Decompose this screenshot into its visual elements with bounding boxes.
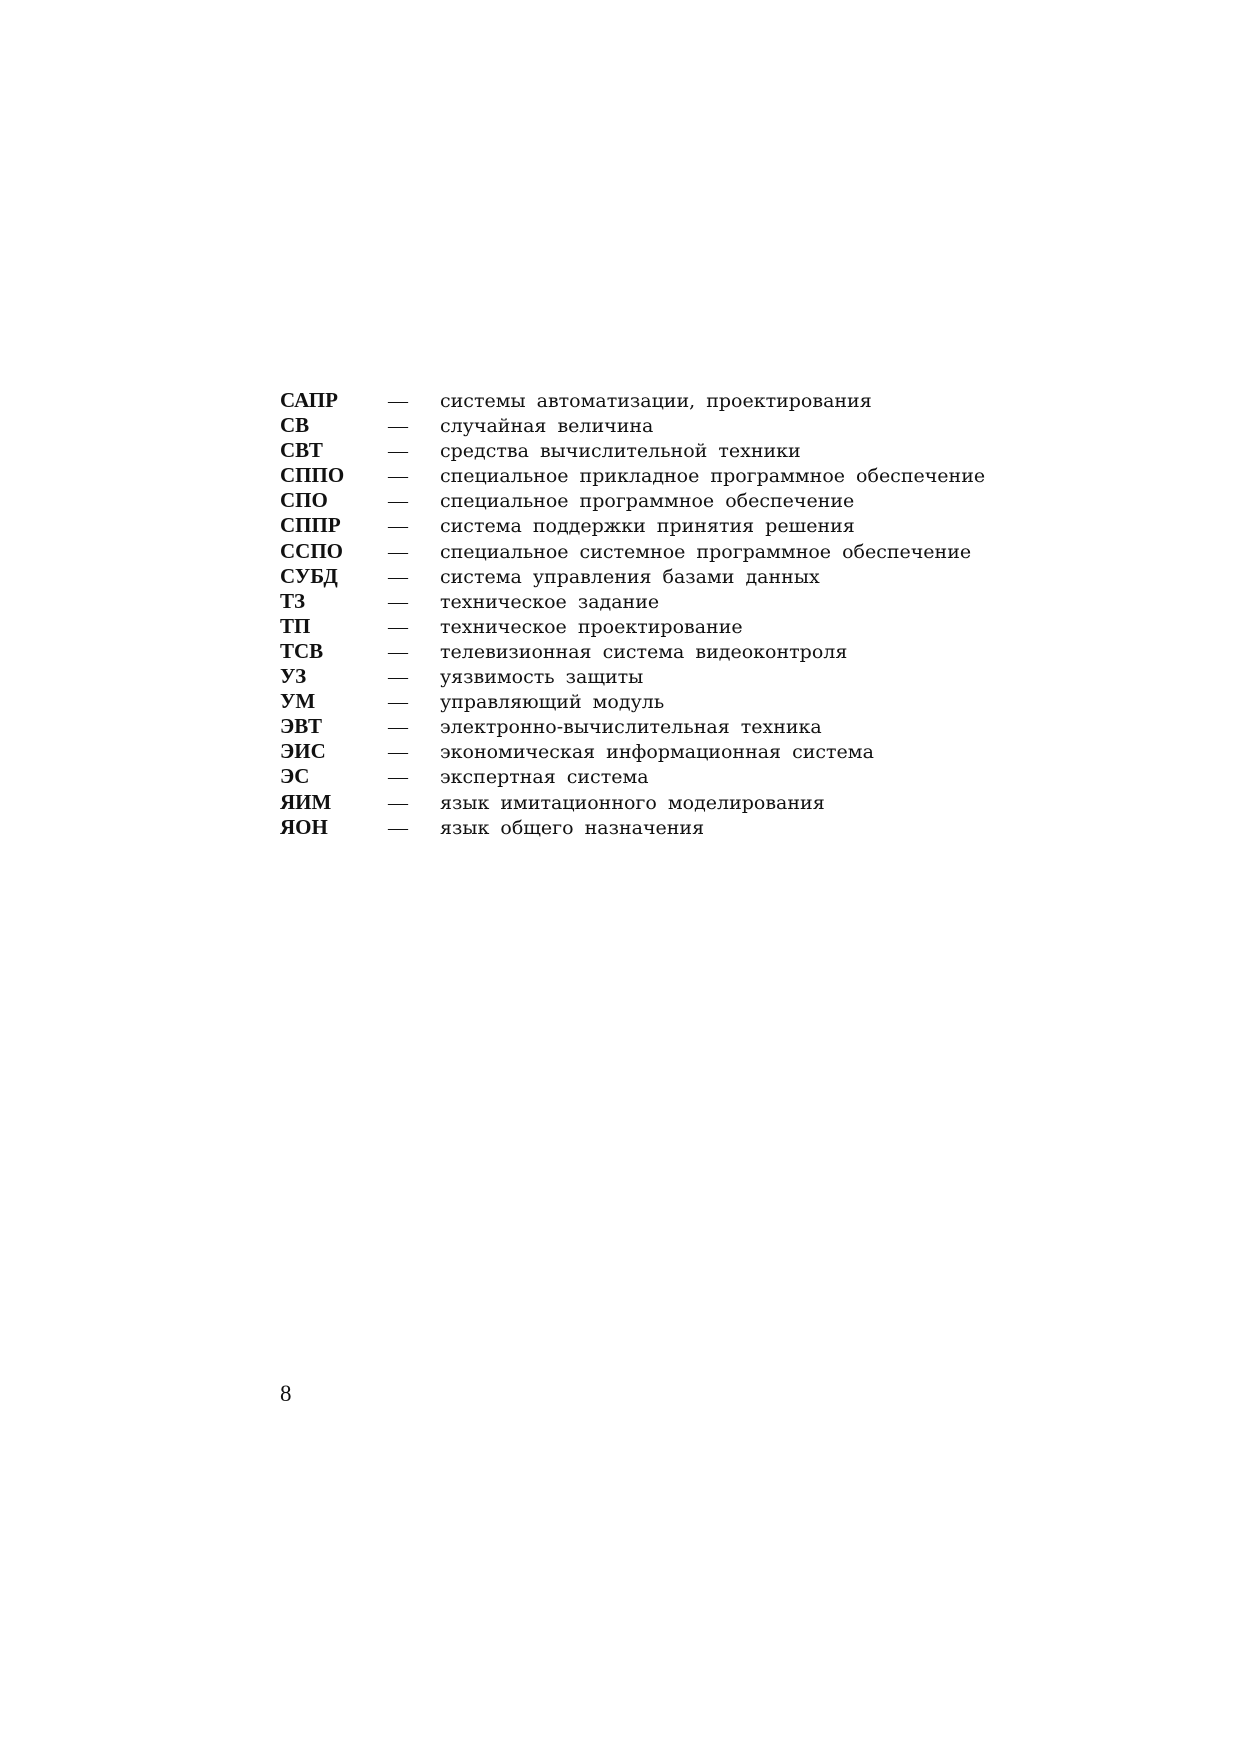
abbreviation-row (280, 463, 1040, 488)
abbreviation-row (280, 714, 1040, 739)
abbreviation-row (280, 513, 1040, 538)
abbreviation-term: УМ (280, 689, 316, 714)
abbreviation-term: ЭС (280, 764, 310, 789)
abbreviation-term: ССПО (280, 538, 343, 563)
abbreviation-term: СВТ (280, 438, 323, 463)
abbreviation-row (280, 488, 1040, 513)
abbreviation-dash: — (388, 515, 408, 538)
abbreviation-row (280, 564, 1040, 589)
abbreviation-dash: — (388, 816, 408, 839)
abbreviation-term: УЗ (280, 664, 307, 689)
page-number: 8 (280, 1381, 292, 1406)
abbreviation-dash: — (388, 565, 408, 588)
abbreviation-definition: системы автоматизации, проектирования (440, 390, 872, 412)
abbreviation-row (280, 815, 1040, 840)
abbreviation-term: ЭИС (280, 739, 326, 764)
abbreviation-term: СППР (280, 513, 341, 538)
abbreviation-definition: специальное прикладное программное обеспечение (440, 465, 986, 488)
abbreviation-term: ЯОН (280, 814, 328, 839)
abbreviation-term: СППО (280, 463, 345, 488)
abbreviation-dash: — (388, 490, 408, 513)
abbreviation-row (280, 413, 1040, 438)
abbreviation-dash: — (388, 716, 408, 739)
abbreviation-term: САПР (280, 388, 338, 412)
abbreviation-definition: система управления базами данных (440, 565, 820, 588)
abbreviation-term: ЭВТ (280, 714, 322, 739)
abbreviation-term: СПО (280, 488, 328, 513)
abbreviation-definition: уязвимость защиты (440, 666, 644, 689)
abbreviation-definition: техническое проектирование (440, 615, 743, 638)
abbreviation-definition: язык имитационного моделирования (440, 791, 825, 814)
abbreviation-dash: — (388, 540, 408, 563)
abbreviation-dash: — (388, 666, 408, 689)
abbreviation-dash: — (388, 741, 408, 764)
abbreviation-list (280, 388, 1040, 840)
abbreviation-dash: — (388, 465, 408, 488)
abbreviation-dash: — (388, 590, 408, 613)
abbreviation-definition: телевизионная система видеоконтроля (440, 640, 848, 663)
abbreviation-definition: система поддержки принятия решения (440, 515, 855, 538)
abbreviation-term: ТП (280, 613, 311, 638)
abbreviation-row (280, 739, 1040, 764)
abbreviation-definition: средства вычислительной техники (440, 440, 801, 463)
abbreviation-definition: специальное программное обеспечение (440, 490, 855, 513)
abbreviation-row (280, 438, 1040, 463)
abbreviation-definition: специальное системное программное обеспечение (440, 540, 972, 563)
abbreviation-dash: — (388, 766, 408, 789)
abbreviation-dash: — (388, 440, 408, 463)
abbreviation-dash: — (388, 791, 408, 814)
abbreviation-term: СУБД (280, 563, 338, 588)
abbreviation-row (280, 614, 1040, 639)
abbreviation-row (280, 388, 1040, 413)
abbreviation-definition: электронно-вычислительная техника (440, 716, 822, 739)
abbreviation-definition: экономическая информационная система (440, 741, 874, 764)
abbreviation-definition: случайная величина (440, 415, 654, 438)
abbreviation-dash: — (388, 415, 408, 438)
abbreviation-dash: — (388, 390, 408, 412)
abbreviation-row (280, 790, 1040, 815)
abbreviation-definition: управляющий модуль (440, 691, 665, 714)
abbreviation-row (280, 639, 1040, 664)
abbreviation-definition: экспертная система (440, 766, 649, 789)
abbreviation-row (280, 689, 1040, 714)
abbreviation-dash: — (388, 615, 408, 638)
abbreviation-term: ТСВ (280, 638, 324, 663)
abbreviation-definition: техническое задание (440, 590, 660, 613)
abbreviation-term: ЯИМ (280, 789, 332, 814)
abbreviation-term: ТЗ (280, 588, 306, 613)
abbreviation-dash: — (388, 691, 408, 714)
abbreviation-term: СВ (280, 413, 310, 438)
abbreviation-definition: язык общего назначения (440, 816, 705, 839)
abbreviation-dash: — (388, 640, 408, 663)
abbreviation-row (280, 589, 1040, 614)
abbreviation-row (280, 764, 1040, 789)
abbreviation-row (280, 664, 1040, 689)
abbreviation-row (280, 539, 1040, 564)
